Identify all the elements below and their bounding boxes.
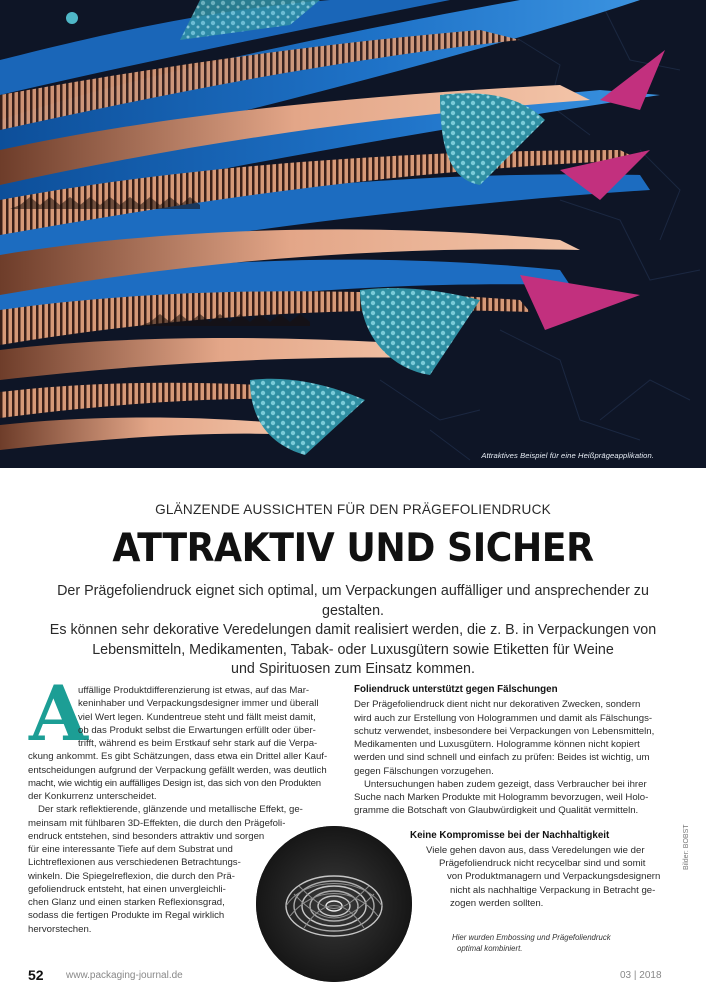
text-line: sodass die fertigen Produkte im Regal wirklich bbox=[28, 910, 225, 922]
text-line: Lichtreflexionen aus verschiedenen Betrachtungs- bbox=[28, 857, 241, 869]
text-line: winkeln. Die Spiegelreflexion, die durch den Prä- bbox=[28, 870, 235, 882]
text-line: chen Glanz und einen starken Reflexionsgrad, bbox=[28, 897, 225, 908]
text-line: wird auch zur Erstellung von Hologrammen und damit als Fälschungs- bbox=[354, 712, 653, 724]
article-lead bbox=[36, 582, 670, 680]
embossing-caption bbox=[452, 932, 611, 954]
text-line: keninhaber und Verpackungsdesigner immer und überall bbox=[78, 698, 319, 710]
text-line: hervorstechen. bbox=[28, 923, 92, 935]
text-line: endruck entstehen, sind besonders attraktiv und sorgen bbox=[28, 830, 265, 842]
hero-caption: Attraktives Beispiel für eine Heißprägeapplikation. bbox=[481, 451, 654, 460]
text-line: trifft, während es beim Erstkauf sehr stark auf die Verpa- bbox=[78, 738, 318, 749]
text-line: von Produktmanagern und Verpackungsdesignern bbox=[447, 871, 661, 883]
text-line: Untersuchungen haben zudem gezeigt, dass Verbraucher bei ihrer bbox=[364, 778, 647, 790]
text-line: uffällige Produktdifferenzierung ist etwas, auf das Mar- bbox=[78, 685, 310, 696]
text-line: Suche nach Marken Produkte mit Hologramm bevorzugen, weil Holo- bbox=[354, 792, 649, 803]
subhead-counterfeit: Foliendruck unterstützt gegen Fälschungen bbox=[354, 684, 558, 695]
text-line: Der Prägefoliendruck dient nicht nur dekorativen Zwecken, sondern bbox=[354, 699, 641, 711]
text-line: Medikamenten und Luxusgütern. Hologramme können nicht kopiert bbox=[354, 739, 640, 750]
hero-illustration bbox=[0, 0, 706, 468]
text-line: gramme die Botschaft von Glaubwürdigkeit und Qualität vermitteln. bbox=[354, 805, 639, 817]
text-line: zogen werden sollten. bbox=[450, 897, 544, 909]
issue-number: 03 | 2018 bbox=[620, 970, 662, 981]
image-credit: Bilder: BOBST bbox=[683, 824, 690, 870]
article-kicker: GLÄNZENDE AUSSICHTEN FÜR DEN PRÄGEFOLIENDRUCK bbox=[155, 502, 551, 517]
text-line: Viele gehen davon aus, dass Veredelungen wie der bbox=[426, 844, 645, 856]
text-line: gegen Fälschungen vorzugehen. bbox=[354, 765, 494, 777]
text-line: ob das Produkt selbst die Erwartungen erfüllt oder über- bbox=[78, 724, 316, 736]
text-line: werden und sind schnell und einfach zu prüfen: Beides ist wichtig, um bbox=[354, 752, 650, 764]
embossing-illustration bbox=[256, 826, 412, 982]
article-title: ATTRAKTIV UND SICHER bbox=[112, 526, 594, 571]
page-number: 52 bbox=[28, 967, 44, 983]
embossing-image bbox=[256, 826, 412, 982]
caption-line: optimal kombiniert. bbox=[457, 944, 523, 953]
lead-line: Es können sehr dekorative Veredelungen damit realisiert werden, die z. B. in Verpackungen von bbox=[49, 622, 657, 639]
subhead-sustainability: Keine Kompromisse bei der Nachhaltigkeit bbox=[410, 829, 610, 841]
hero-image bbox=[0, 0, 706, 468]
text-line: entscheidungen aufgrund der Verpackung gefällt werden, was deutlich bbox=[28, 764, 327, 776]
text-line: der Konkurrenz unterscheidet. bbox=[28, 791, 157, 802]
text-line: viel Wert legen. Kundentreue steht und fällt meist damit, bbox=[78, 711, 316, 723]
text-line: schutz verwendet, insbesondere bei Verpackungen von Lebensmitteln, bbox=[354, 725, 655, 737]
text-line: macht, wie wichtig ein auffälliges Design ist, das sich von den Produkten bbox=[28, 777, 321, 789]
lead-line: Lebensmitteln, Medikamenten, Tabak- oder Luxusgütern sowie Etiketten für Weine bbox=[92, 641, 614, 658]
footer-url[interactable]: www.packaging-journal.de bbox=[66, 970, 183, 981]
caption-line: Hier wurden Embossing und Prägefoliendruck bbox=[452, 933, 611, 942]
text-line: gefoliendruck entsteht, hat einen unvergleichli- bbox=[28, 883, 226, 895]
text-line: nicht als nachhaltige Verpackung in Betracht ge- bbox=[450, 884, 656, 896]
text-line: Prägefoliendruck nicht recycelbar sind und somit bbox=[439, 858, 646, 869]
lead-line: Der Prägefoliendruck eignet sich optimal, um Verpackungen auffälliger und ansprechender zu gestalten. bbox=[57, 583, 649, 619]
lead-line: und Spirituosen zum Einsatz kommen. bbox=[231, 661, 475, 678]
text-line: ckung ankommt. Es gibt Schätzungen, dass etwa ein Drittel aller Kauf- bbox=[28, 751, 328, 763]
text-line: für eine interessante Tiefe auf dem Substrat und bbox=[28, 844, 233, 855]
text-line: Der stark reflektierende, glänzende und metallische Effekt, ge- bbox=[38, 804, 303, 816]
text-line: meinsam mit fühlbaren 3D-Effekten, die durch den Prägefoli- bbox=[28, 817, 286, 829]
drop-cap: A bbox=[29, 669, 88, 758]
